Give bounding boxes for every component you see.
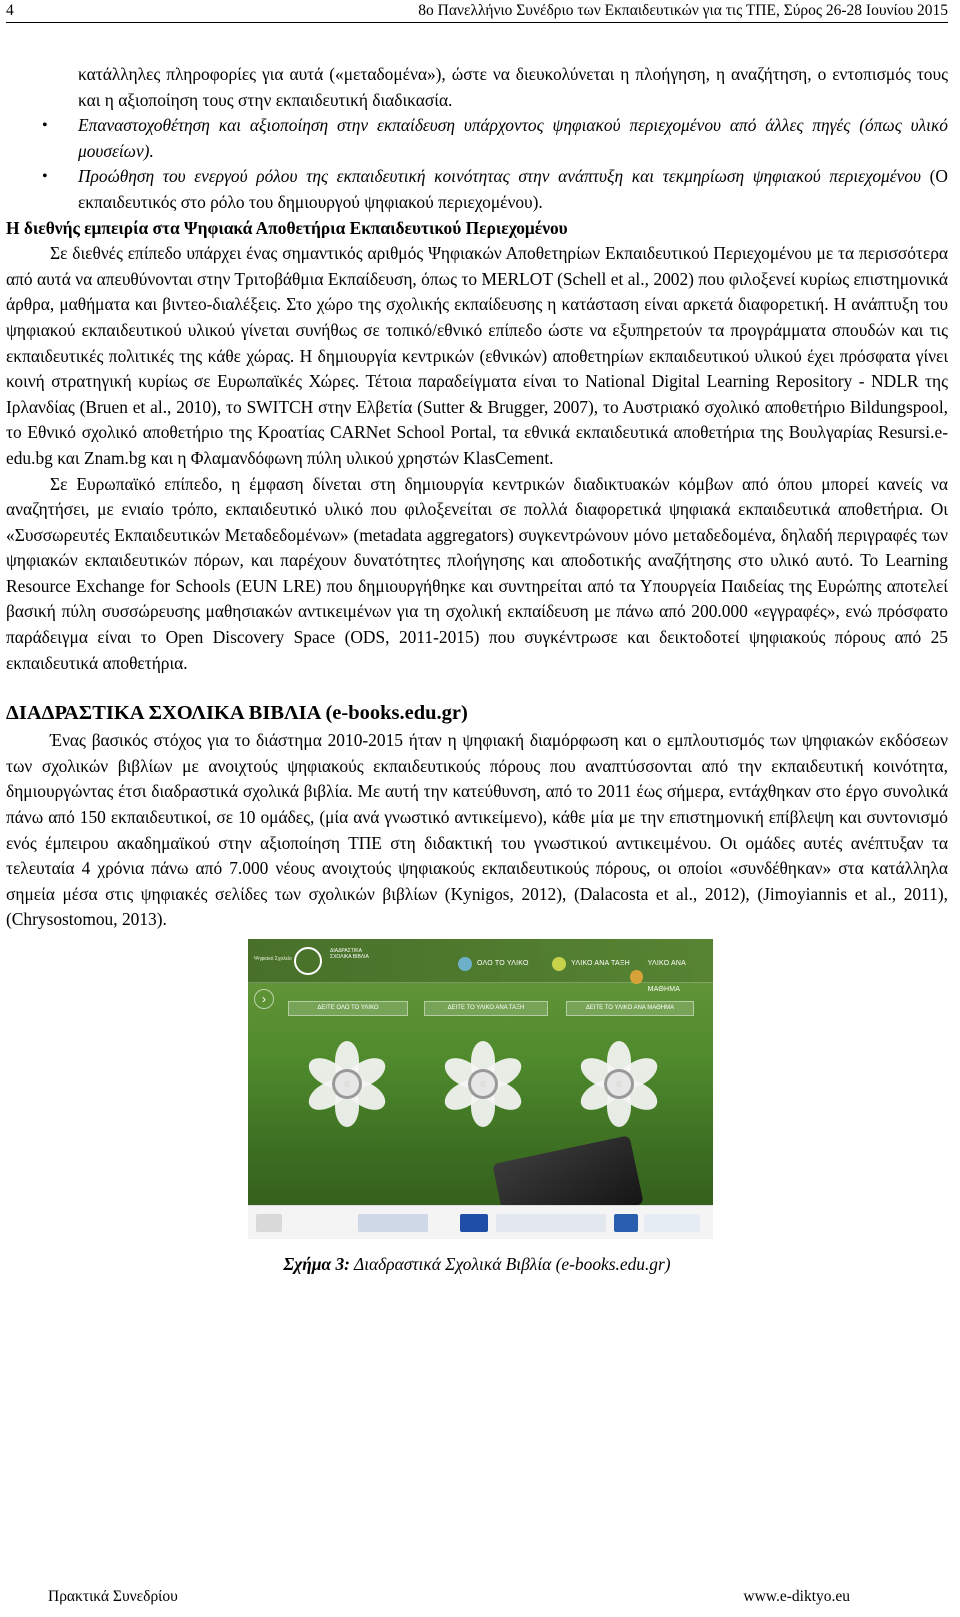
orange-dot-icon bbox=[630, 970, 643, 984]
bullet-italic-text: Προώθηση του ενεργού ρόλου της εκπαιδευτική κοινότητας στην ανάπτυξη και τεκμηρίωση ψηφιακού περιεχομένου bbox=[78, 166, 921, 187]
sponsor-logo-icon bbox=[256, 1214, 282, 1232]
bullet-item bbox=[6, 113, 948, 164]
figure-tab-label: ΥΛΙΚΟ ΑΝΑ ΤΑΞΗ bbox=[571, 960, 630, 967]
page-content bbox=[6, 62, 948, 1278]
figure-button: ΔΕΙΤΕ ΤΟ ΥΛΙΚΟ ΑΝΑ ΜΑΘΗΜΑ bbox=[566, 1001, 694, 1016]
flower-icon bbox=[440, 1041, 526, 1127]
figure-tab bbox=[630, 951, 713, 1002]
ministry-logo-icon bbox=[358, 1214, 428, 1232]
bullet-list bbox=[6, 113, 948, 215]
figure-tab-label: ΥΛΙΚΟ ΑΝΑ ΜΑΘΗΜΑ bbox=[647, 960, 686, 993]
espa-text-logo-icon bbox=[644, 1214, 700, 1232]
chevron-right-icon: › bbox=[254, 989, 274, 1009]
figure-topbar bbox=[248, 939, 713, 993]
figure-brand-text: ΔΙΑΔΡΑΣΤΙΚΑ ΣΧΟΛΙΚΑ ΒΙΒΛΙΑ bbox=[330, 948, 369, 960]
figure-caption-text: Διαδραστικά Σχολικά Βιβλία (e-books.edu.gr) bbox=[349, 1254, 671, 1274]
footer-proceedings: Πρακτικά Συνεδρίου bbox=[48, 1588, 178, 1605]
intro-continuation: κατάλληλες πληροφορίες για αυτά («μεταδομένα»), ώστε να διευκολύνεται η πλοήγηση, η αναζήτηση, ο εντοπισμός τους και η αξιοποίηση τους στην εκπαιδευτική διαδικασία. bbox=[78, 64, 948, 110]
figure-caption bbox=[6, 1252, 948, 1278]
footer-website: www.e-diktyo.eu bbox=[743, 1588, 850, 1605]
figure-tab-label: ΟΛΟ ΤΟ ΥΛΙΚΟ bbox=[477, 960, 529, 967]
flower-icon bbox=[576, 1041, 662, 1127]
figure-caption-label: Σχήμα 3: bbox=[283, 1254, 350, 1274]
figure-screenshot bbox=[248, 939, 713, 1239]
paragraph: Ένας βασικός στόχος για το διάστημα 2010-2015 ήταν η ψηφιακή διαμόρφωση και ο εμπλουτισμός των ψηφιακών εκδόσεων των σχολικών βιβλίων με ανοιχτούς ψηφιακούς εκπαιδευτικούς πόρους που αναπτύσσονται από την εκπαιδευτική κοινότητα, δημιουργώντας έτσι διαδραστικά σχολικά βιβλία. Με αυτή την κατεύθυνση, από το 2011 έως σήμερα, εντάχθηκαν στο έργο συνολικά πάνω από 150 εκπαιδευτικοί, σε 10 ομάδες, (μία ανά γνωστικό αντικείμενο), κάθε μία με την επιστημονική επίβλεψη και συντονισμό ενός έμπειρου ακαδημαϊκού στην αξιοποίηση ΤΠΕ στη διδακτική του γνωστικού αντικειμένου. Οι ομάδες αυτές ανέπτυξαν τα τελευταία 4 χρόνια πάνω από 7.000 νέους ανοιχτούς ψηφιακούς εκπαιδευτικούς πόρους, οι οποίοι «συνδέθηκαν» στα κατάλληλα σημεία μέσα στις ψηφιακές σελίδες των σχολικών βιβλίων (Kynigos, 2012), (Dalacosta et al., 2012), (Jimoyiannis et al., 2011), (Chrysostomou, 2013). bbox=[6, 730, 948, 930]
figure-button: ΔΕΙΤΕ ΟΛΟ ΤΟ ΥΛΙΚΟ bbox=[288, 1001, 408, 1016]
running-header bbox=[6, 2, 948, 22]
figure-tab bbox=[458, 951, 529, 977]
figure-button: ΔΕΙΤΕ ΤΟ ΥΛΙΚΟ ΑΝΑ ΤΑΞΗ bbox=[424, 1001, 548, 1016]
sponsor-logos-bar bbox=[248, 1205, 713, 1239]
flower-icon bbox=[304, 1041, 390, 1127]
section-title: ΔΙΑΔΡΑΣΤΙΚΑ ΣΧΟΛΙΚΑ ΒΙΒΛΙΑ (e-books.edu.gr) bbox=[6, 702, 468, 725]
figure-tab bbox=[552, 951, 630, 977]
header-rule bbox=[6, 22, 948, 23]
program-logo-icon bbox=[496, 1214, 606, 1232]
espa-logo-icon bbox=[614, 1214, 638, 1232]
bullet-item bbox=[6, 164, 948, 215]
paragraph: Σε διεθνές επίπεδο υπάρχει ένας σημαντικός αριθμός Ψηφιακών Αποθετηρίων Εκπαιδευτικού Περιεχομένου με τα περισσότερα από αυτά να απευθύνονται στην Τριτοβάθμια Εκπαίδευση, όπως το MERLOT (Schell et al., 2002) που φιλοξενεί κυρίως επιστημονικά άρθρα, μαθήματα και βιντεο-διαλέξεις. Στο χώρο της σχολικής εκπαίδευσης η κατάσταση είναι αρκετά διαφορετική. Η ανάπτυξη του ψηφιακού εκπαιδευτικού υλικού γίνεται συνήθως σε τοπικό/εθνικό επίπεδο ώστε να εξυπηρετούν τα προγράμματα σπουδών και τις εκπαιδευτικές πολιτικές της κάθε χώρας. Η δημιουργία κεντρικών (εθνικών) αποθετηρίων εκπαιδευτικού υλικού έχει πρόσφατα γίνει κοινή στρατηγική κυρίως σε Ευρωπαϊκές Χώρες. Τέτοια παραδείγματα είναι το National Digital Learning Repository - NDLR της Ιρλανδίας (Bruen et al., 2010), το SWITCH στην Ελβετία (Sutter & Brugger, 2007), το Αυστριακό σχολικό αποθετήριο Bildungspool, το Εθνικό σχολικό αποθετήριο της Κροατίας CARNet School Portal, τα εθνικά εκπαιδευτικά αποθετήρια της Βουλγαρίας Resursi.e-edu.bg και Znam.bg και η Φλαμανδόφωνη πύλη υλικού χρηστών KlasCement. bbox=[6, 243, 948, 468]
eu-flag-icon bbox=[460, 1214, 488, 1232]
flower-logo-icon bbox=[294, 947, 322, 975]
page-number: 4 bbox=[6, 2, 14, 19]
yellow-dot-icon bbox=[552, 957, 566, 971]
bullet-normal-text: (Ο εκπαιδευτικός στο ρόλο του δημιουργού ψηφιακού περιεχομένου). bbox=[78, 166, 948, 212]
blue-dot-icon bbox=[458, 957, 472, 971]
figure-corner-text: Ψηφιακό Σχολείο bbox=[254, 956, 292, 962]
subsection-title: Η διεθνής εμπειρία στα Ψηφιακά Αποθετήρια Εκπαιδευτικού Περιεχομένου bbox=[6, 217, 568, 238]
bullet-italic-text: Επαναστοχοθέτηση και αξιοποίηση στην εκπαίδευση υπάρχοντος ψηφιακού περιεχομένου από άλλες πηγές (όπως υλικό μουσείων). bbox=[78, 115, 948, 161]
conference-title: 8ο Πανελλήνιο Συνέδριο των Εκπαιδευτικών για τις ΤΠΕ, Σύρος 26-28 Ιουνίου 2015 bbox=[418, 2, 948, 19]
paragraph: Σε Ευρωπαϊκό επίπεδο, η έμφαση δίνεται στη δημιουργία κεντρικών διαδικτυακών κόμβων από όπου μπορεί κανείς να αναζητήσει, με ενιαίο τρόπο, εκπαιδευτικό υλικό που φιλοξενείται σε πολλά διαφορετικά ψηφιακά εκπαιδευτικά αποθετήρια. Οι «Συσσωρευτές Εκπαιδευτικών Μεταδεδομένων» (metadata aggregators) συγκεντρώνουν μόνο μεταδεδομένα, δηλαδή περιγραφές των ψηφιακών εκπαιδευτικών πόρων, και παρέχουν δυνατότητες πλοήγησης και αποδοτικής αναζήτησης στο υλικό αυτό. Το Learning Resource Exchange for Schools (EUN LRE) που δημιουργήθηκε και συντηρείται από τα Υπουργεία Παιδείας της Ευρώπης αποτελεί βασική πύλη συσσώρευσης μαθησιακών αντικειμένων για τη σχολική εκπαίδευση με πάνω από 200.000 «εγγραφές», ενώ πρόσφατο παράδειγμα είναι το Open Discovery Space (ODS, 2011-2015) που συγκέντρωσε και δεικτοδοτεί ψηφιακούς πόρους από 25 εκπαιδευτικά αποθετήρια. bbox=[6, 473, 948, 673]
page-footer bbox=[48, 1588, 850, 1606]
